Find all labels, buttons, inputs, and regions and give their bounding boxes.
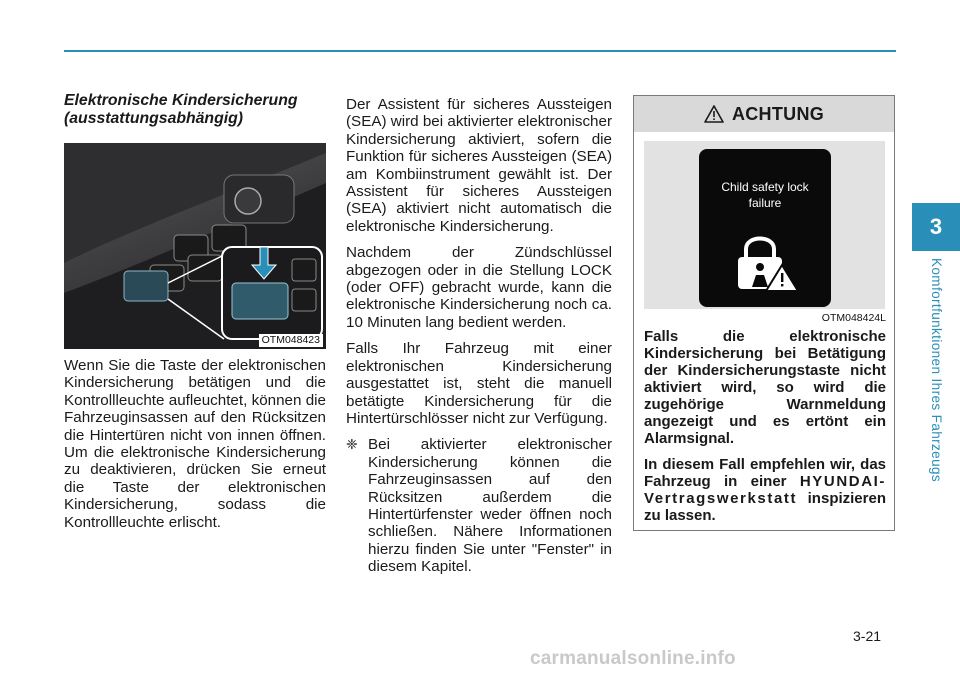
paragraph: Nachdem der Zündschlüssel abgezogen oder in die Stellung LOCK (oder OFF) gebracht wurde, kann die elektronische Kindersicherung noch ca. 10 Minuten lang bedient werden. — [346, 244, 612, 331]
warning-paragraph: In diesem Fall empfehlen wir, das Fahrzeug in einer HYUNDAI-Vertragswerkstatt inspizieren zu lassen. — [644, 456, 886, 524]
paragraph: Falls Ihr Fahrzeug mit einer elektronischen Kindersicherung ausgestattet ist, steht die manuell betätigte Kindersicherung für die Hintertürschlösser nicht zur Verfügung. — [346, 340, 612, 427]
photo-code: OTM048423 — [259, 334, 323, 347]
cluster-display — [699, 149, 831, 307]
warning-title: ACHTUNG — [731, 103, 825, 124]
chapter-label: Komfortfunktionen Ihres Fahrzeugs — [929, 258, 944, 483]
section-heading: Elektronische Kindersicherung (ausstattungsabhängig) — [64, 92, 298, 127]
warning-triangle-icon — [704, 105, 724, 123]
child-lock-warning-icon — [732, 229, 802, 293]
note-mark-icon: ❈ — [346, 436, 358, 453]
note-text: Bei aktivierter elektronischer Kindersicherung können die Fahrzeuginsassen auf den Rücksitzen außerdem die Hintertürfenster weder öffnen noch schließen. Nähere Informationen hierzu finden Sie unter "Fenster" in diesem Kapitel. — [368, 436, 612, 576]
warning-paragraph: Falls die elektronische Kindersicherung bei Betätigung der Kindersicherungstaste nicht aktiviert wird, so wird die zugehörige Warnmeldung angezeigt und es ertönt ein Alarmsignal. — [644, 328, 886, 447]
door-switch-illustration — [64, 143, 326, 349]
left-column — [64, 92, 326, 540]
note-bullet — [346, 436, 612, 575]
warning-box — [633, 95, 895, 531]
display-message-line2: failure — [748, 196, 782, 210]
cluster-warning-image — [644, 141, 885, 309]
warning-body — [644, 328, 886, 533]
image-code: OTM048424L — [821, 312, 886, 324]
chapter-tab: 3 — [912, 203, 960, 251]
paragraph: Wenn Sie die Taste der elektronischen Kindersicherung betätigen und die Kontrollleuchte aufleuchtet, können die Fahrzeuginsassen auf den Rücksitzen die Hintertüren nicht von innen öffnen. Um die elektronische Kindersicherung zu deaktivieren, drücken Sie erneut die Taste der elektronischen Kindersicherung, sodass die Kontrollleuchte erlischt. — [64, 357, 326, 531]
door-panel-photo — [64, 143, 326, 349]
display-message-line1: Child safety lock — [721, 180, 809, 194]
warning-header — [634, 96, 894, 132]
watermark: carmanualsonline.info — [530, 648, 736, 669]
top-rule — [64, 50, 896, 52]
door-panel-photo-frame — [64, 143, 326, 349]
page-number: 3-21 — [853, 628, 882, 644]
paragraph: Der Assistent für sicheres Aussteigen (SEA) wird bei aktivierter elektronischer Kindersicherung aktiviert, sofern die Funktion für sicheres Aussteigen (SEA) am Kombiinstrument gewählt ist. Der Assistent für sicheres Aussteigen (SEA) aktiviert nicht automatisch die elektronische Kindersicherung. — [346, 96, 612, 235]
dealer-name: HYUNDAI-Vertragswerkstatt — [644, 473, 886, 507]
middle-column — [346, 96, 612, 576]
